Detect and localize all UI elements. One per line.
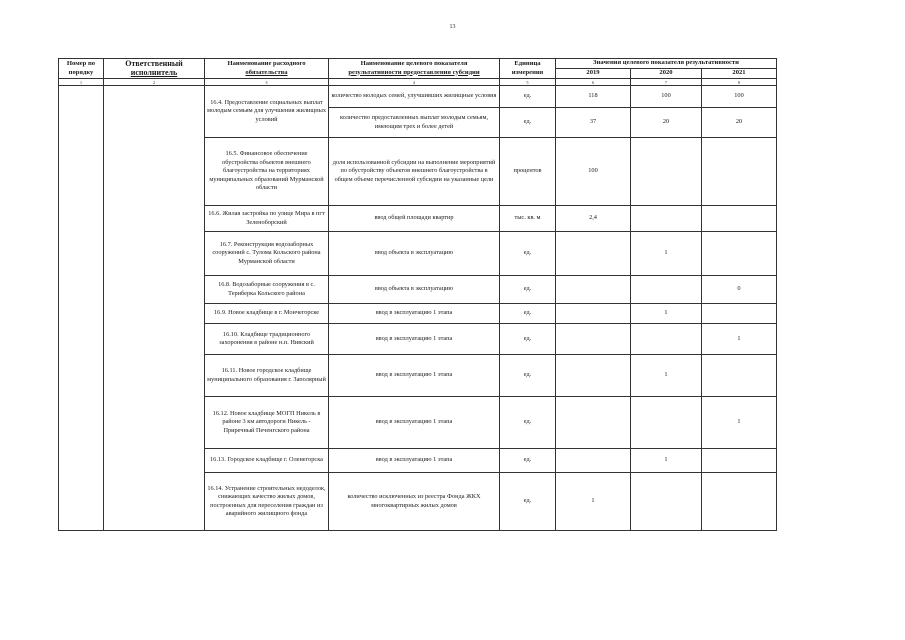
cell-unit: ед.	[500, 449, 556, 473]
cell-unit: ед.	[500, 86, 556, 108]
column-number: 8	[702, 79, 777, 86]
cell-indicator: ввод объекта в эксплуатацию	[329, 232, 500, 276]
column-number: 1	[59, 79, 104, 86]
cell-value-2021: 20	[702, 108, 777, 138]
cell-obligation: 16.7. Реконструкция водозаборных сооружений с. Тулома Кольского района Мурманской области	[205, 232, 329, 276]
cell-value-2019: 1	[556, 473, 631, 531]
cell-unit: ед.	[500, 355, 556, 397]
cell-indicator: ввод в эксплуатацию 1 этапа	[329, 355, 500, 397]
cell-value-2019	[556, 355, 631, 397]
column-number-row	[59, 79, 777, 86]
cell-value-2019	[556, 397, 631, 449]
cell-indicator: ввод в эксплуатацию 1 этапа	[329, 397, 500, 449]
cell-value-2020	[631, 276, 702, 304]
cell-indicator: количество исключенных из реестра Фонда ЖКХ многоквартирных жилых домов	[329, 473, 500, 531]
cell-value-2019: 37	[556, 108, 631, 138]
column-number: 3	[205, 79, 329, 86]
header-col-number: Номер по порядку	[59, 59, 104, 79]
cell-indicator: ввод в эксплуатацию 1 этапа	[329, 304, 500, 324]
cell-unit: тыс. кв. м	[500, 206, 556, 232]
cell-value-2020	[631, 206, 702, 232]
column-number: 4	[329, 79, 500, 86]
header-year-2020: 2020	[631, 69, 702, 79]
cell-indicator: количество предоставленных выплат молодым семьям, имеющим трех и более детей	[329, 108, 500, 138]
page-number: 13	[449, 24, 456, 30]
header-col-obligation: Наименование расходного обязательства	[205, 59, 329, 79]
cell-value-2019	[556, 324, 631, 355]
header-col-unit: Единица измерения	[500, 59, 556, 79]
cell-obligation: 16.4. Предоставление социальных выплат молодым семьям для улучшения жилищных условий	[205, 86, 329, 138]
cell-value-2021	[702, 449, 777, 473]
cell-obligation: 16.14. Устранение строительных недоделок, снижающих качество жилых домов, построенных для переселения граждан из аварийного жилищного фонда	[205, 473, 329, 531]
column-number: 6	[556, 79, 631, 86]
cell-value-2020: 1	[631, 449, 702, 473]
cell-unit: ед.	[500, 324, 556, 355]
cell-unit: ед.	[500, 232, 556, 276]
table-row	[59, 86, 777, 108]
cell-number-blank	[59, 86, 104, 531]
cell-value-2021	[702, 355, 777, 397]
cell-value-2021	[702, 232, 777, 276]
cell-value-2021	[702, 206, 777, 232]
cell-unit: ед.	[500, 397, 556, 449]
cell-obligation: 16.5. Финансовое обеспечение обустройства объектов внешнего благоустройства на территориях муниципальных образований Мурманской области	[205, 138, 329, 206]
cell-value-2021: 100	[702, 86, 777, 108]
cell-value-2020: 1	[631, 304, 702, 324]
cell-value-2020: 20	[631, 108, 702, 138]
cell-indicator: ввод в эксплуатацию 1 этапа	[329, 324, 500, 355]
cell-value-2021	[702, 138, 777, 206]
cell-value-2019	[556, 304, 631, 324]
cell-value-2020	[631, 473, 702, 531]
column-number: 5	[500, 79, 556, 86]
cell-value-2020: 100	[631, 86, 702, 108]
cell-unit: ед.	[500, 304, 556, 324]
cell-obligation: 16.9. Новое кладбище в г. Мончегорске	[205, 304, 329, 324]
target-indicators-table	[58, 58, 777, 531]
header-col-indicator: Наименование целевого показателя результативности предоставления субсидии	[329, 59, 500, 79]
cell-value-2019: 100	[556, 138, 631, 206]
cell-indicator: ввод объекта в эксплуатацию	[329, 276, 500, 304]
cell-executor-blank	[104, 86, 205, 531]
cell-unit: ед.	[500, 276, 556, 304]
cell-unit: ед.	[500, 473, 556, 531]
cell-value-2020	[631, 324, 702, 355]
cell-value-2021: 1	[702, 397, 777, 449]
column-number: 7	[631, 79, 702, 86]
cell-value-2021	[702, 304, 777, 324]
header-year-2021: 2021	[702, 69, 777, 79]
cell-indicator: ввод общей площади квартир	[329, 206, 500, 232]
cell-obligation: 16.13. Городское кладбище г. Оленегорска	[205, 449, 329, 473]
cell-value-2020	[631, 397, 702, 449]
cell-indicator: ввод в эксплуатацию 1 этапа	[329, 449, 500, 473]
header-year-2019: 2019	[556, 69, 631, 79]
cell-value-2020: 1	[631, 355, 702, 397]
cell-value-2020	[631, 138, 702, 206]
cell-obligation: 16.10. Кладбище традиционного захоронения в районе н.п. Нивский	[205, 324, 329, 355]
cell-value-2021	[702, 473, 777, 531]
cell-value-2019: 2,4	[556, 206, 631, 232]
column-number: 2	[104, 79, 205, 86]
cell-value-2019	[556, 449, 631, 473]
header-values-title: Значения целевого показателя результативности	[556, 59, 777, 69]
cell-unit: ед.	[500, 108, 556, 138]
header-col-executor: Ответственный исполнитель	[104, 59, 205, 79]
cell-indicator: количество молодых семей, улучшивших жилищные условия	[329, 86, 500, 108]
cell-value-2019	[556, 276, 631, 304]
cell-value-2019: 118	[556, 86, 631, 108]
cell-unit: процентов	[500, 138, 556, 206]
cell-value-2021: 1	[702, 324, 777, 355]
cell-value-2019	[556, 232, 631, 276]
cell-obligation: 16.8. Водозаборные сооружения в с. Териберка Кольского района	[205, 276, 329, 304]
cell-indicator: доля использованной субсидии на выполнение мероприятий по обустройству объектов внешнего благоустройства в общем объеме перечисленной субсидии на указанные цели	[329, 138, 500, 206]
cell-obligation: 16.12. Новое кладбище МОГП Никель в районе 3 км автодороги Никель - Приречный Печенгского района	[205, 397, 329, 449]
cell-obligation: 16.11. Новое городское кладбище муниципального образования г. Заполярный	[205, 355, 329, 397]
cell-value-2021: 0	[702, 276, 777, 304]
cell-obligation: 16.6. Жилая застройка по улице Мира в пгт Зеленоборский	[205, 206, 329, 232]
cell-value-2020: 1	[631, 232, 702, 276]
